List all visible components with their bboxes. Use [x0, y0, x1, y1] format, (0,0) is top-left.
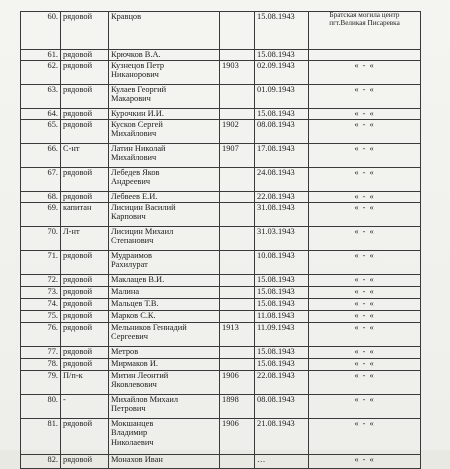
row-number: 63.: [21, 85, 61, 109]
burial-place: [309, 50, 421, 61]
patronymic-line: Владимир: [111, 428, 148, 438]
birth-year: 1902: [220, 120, 255, 144]
soldier-name: [109, 455, 220, 469]
birth-year: [220, 359, 255, 371]
table-row: [21, 12, 421, 50]
table-row: [21, 109, 421, 120]
surname-line: Лебвеев Е.И.: [111, 192, 158, 201]
soldier-name: [109, 168, 220, 192]
military-rank: капитан: [61, 203, 109, 227]
death-date: 10.08.1943: [255, 251, 309, 275]
row-number: 70.: [21, 227, 61, 251]
surname-line: Кулаев Георгий: [111, 85, 167, 94]
row-number: 80.: [21, 395, 61, 419]
military-rank: П/п-к: [61, 371, 109, 395]
death-date: 08.08.1943: [255, 120, 309, 144]
burial-place: [309, 275, 421, 287]
burial-place: [309, 395, 421, 419]
burial-place: [309, 287, 421, 299]
table-row: [21, 251, 421, 275]
burial-place: [309, 323, 421, 347]
table-row: [21, 144, 421, 168]
soldier-name: [109, 192, 220, 203]
surname-line: Курочкин И.И.: [111, 109, 164, 118]
ditto-mark: « - «: [354, 144, 375, 153]
soldier-name: [109, 227, 220, 251]
ditto-mark: « - «: [354, 203, 375, 212]
patronymic-line: Михайлович: [111, 129, 157, 139]
ditto-mark: « - «: [354, 109, 375, 118]
birth-year: 1903: [220, 61, 255, 85]
patronymic-line: Яковлевович: [111, 380, 157, 390]
table-row: [21, 419, 421, 455]
table-row: [21, 61, 421, 85]
soldier-name: [109, 395, 220, 419]
surname-line: Марков С.К.: [111, 311, 156, 320]
table-row: [21, 50, 421, 61]
patronymic-line: Николаевич: [111, 437, 154, 447]
table-row: [21, 275, 421, 287]
surname-line: Лисицин Василий: [111, 203, 176, 212]
birth-year: 1906: [220, 371, 255, 395]
patronymic-line: Сергеевич: [111, 332, 149, 342]
ditto-mark: « - «: [354, 371, 375, 380]
soldier-name: [109, 120, 220, 144]
birth-year: 1913: [220, 323, 255, 347]
patronymic-line: Степанович: [111, 236, 154, 246]
row-number: 81.: [21, 419, 61, 455]
military-rank: рядовой: [61, 192, 109, 203]
ditto-mark: « - «: [354, 287, 375, 296]
ditto-mark: « - «: [354, 419, 375, 428]
death-date: 11.09.1943: [255, 323, 309, 347]
birth-year: [220, 347, 255, 359]
surname-line: Лисицин Михаил: [111, 227, 174, 236]
death-date: 15.08.1943: [255, 299, 309, 311]
surname-line: Мальцев Т.В.: [111, 299, 159, 308]
surname-line: Лебедев Яков: [111, 168, 160, 177]
soldier-name: [109, 359, 220, 371]
table-row: [21, 299, 421, 311]
table-row: [21, 455, 421, 469]
row-number: 77.: [21, 347, 61, 359]
death-date: 11.08.1943: [255, 311, 309, 323]
birth-year: [220, 455, 255, 469]
table-row: [21, 192, 421, 203]
death-date: 22.08.1943: [255, 192, 309, 203]
birth-year: [220, 85, 255, 109]
row-number: 62.: [21, 61, 61, 85]
row-number: 66.: [21, 144, 61, 168]
burial-place: [309, 299, 421, 311]
table-row: [21, 395, 421, 419]
row-number: 61.: [21, 50, 61, 61]
soldier-name: [109, 85, 220, 109]
patronymic-line: Макарович: [111, 94, 151, 104]
row-number: 75.: [21, 311, 61, 323]
death-date: …: [255, 455, 309, 469]
surname-line: Кузнецов Петр: [111, 61, 165, 70]
military-rank: рядовой: [61, 275, 109, 287]
patronymic-line: Карпович: [111, 212, 146, 222]
row-number: 69.: [21, 203, 61, 227]
military-rank: рядовой: [61, 85, 109, 109]
row-number: 78.: [21, 359, 61, 371]
ditto-mark: « - «: [354, 120, 375, 129]
birth-year: [220, 203, 255, 227]
death-date: 15.08.1943: [255, 347, 309, 359]
death-date: 17.08.1943: [255, 144, 309, 168]
surname-line: Крючков В.А.: [111, 50, 161, 59]
death-date: 21.08.1943: [255, 419, 309, 455]
burial-place: [309, 120, 421, 144]
patronymic-line: Никанорович: [111, 70, 159, 80]
soldier-name: [109, 109, 220, 120]
row-number: 82.: [21, 455, 61, 469]
birth-year: [220, 287, 255, 299]
row-number: 65.: [21, 120, 61, 144]
soldier-name: [109, 12, 220, 50]
soldier-name: [109, 203, 220, 227]
death-date: 02.09.1943: [255, 61, 309, 85]
burial-place: [309, 419, 421, 455]
soldier-name: [109, 144, 220, 168]
row-number: 68.: [21, 192, 61, 203]
ditto-mark: « - «: [354, 323, 375, 332]
row-number: 79.: [21, 371, 61, 395]
soldier-name: [109, 347, 220, 359]
row-number: 60.: [21, 12, 61, 50]
row-number: 74.: [21, 299, 61, 311]
soldier-name: [109, 50, 220, 61]
military-rank: -: [61, 395, 109, 419]
table-row: [21, 227, 421, 251]
birth-year: [220, 192, 255, 203]
burial-register-table: [20, 11, 421, 469]
ditto-mark: « - «: [354, 311, 375, 320]
death-date: 15.08.1943: [255, 287, 309, 299]
birth-year: 1907: [220, 144, 255, 168]
military-rank: рядовой: [61, 299, 109, 311]
table-row: [21, 359, 421, 371]
burial-place: [309, 347, 421, 359]
surname-line: Мельников Геннадий: [111, 323, 187, 332]
military-rank: рядовой: [61, 311, 109, 323]
death-date: 15.08.1943: [255, 50, 309, 61]
surname-line: Монахов Иван: [111, 455, 163, 464]
burial-place: [309, 144, 421, 168]
surname-line: Малина: [111, 287, 140, 296]
burial-place: [309, 311, 421, 323]
birth-year: [220, 299, 255, 311]
burial-place: [309, 227, 421, 251]
death-date: 15.08.1943: [255, 12, 309, 50]
table-row: [21, 347, 421, 359]
surname-line: Митин Леонтий: [111, 371, 169, 380]
military-rank: рядовой: [61, 50, 109, 61]
table-row: [21, 311, 421, 323]
ditto-mark: « - «: [354, 275, 375, 284]
register-body: [21, 12, 421, 469]
ditto-mark: « - «: [354, 251, 375, 260]
table-row: [21, 371, 421, 395]
ditto-mark: « - «: [354, 347, 375, 356]
soldier-name: [109, 275, 220, 287]
row-number: 64.: [21, 109, 61, 120]
birth-year: [220, 12, 255, 50]
military-rank: рядовой: [61, 251, 109, 275]
burial-place: [309, 109, 421, 120]
military-rank: рядовой: [61, 12, 109, 50]
birth-year: [220, 227, 255, 251]
military-rank: рядовой: [61, 455, 109, 469]
military-rank: рядовой: [61, 61, 109, 85]
birth-year: [220, 275, 255, 287]
military-rank: рядовой: [61, 359, 109, 371]
table-row: [21, 85, 421, 109]
military-rank: рядовой: [61, 168, 109, 192]
birth-year: [220, 109, 255, 120]
burial-place: [309, 251, 421, 275]
burial-place: [309, 85, 421, 109]
soldier-name: [109, 61, 220, 85]
soldier-name: [109, 311, 220, 323]
ditto-mark: « - «: [354, 61, 375, 70]
surname-line: Кусков Сергей: [111, 120, 163, 129]
birth-year: 1898: [220, 395, 255, 419]
military-rank: рядовой: [61, 323, 109, 347]
burial-place: [309, 455, 421, 469]
military-rank: рядовой: [61, 120, 109, 144]
soldier-name: [109, 299, 220, 311]
patronymic-line: Рахилурат: [111, 260, 148, 270]
table-row: [21, 120, 421, 144]
surname-line: Мирмаков И.: [111, 359, 158, 368]
death-date: 22.08.1943: [255, 371, 309, 395]
military-rank: рядовой: [61, 347, 109, 359]
ditto-mark: « - «: [354, 395, 375, 404]
military-rank: рядовой: [61, 109, 109, 120]
row-number: 76.: [21, 323, 61, 347]
soldier-name: [109, 419, 220, 455]
surname-line: Михайлов Михаил: [111, 395, 179, 404]
row-number: 67.: [21, 168, 61, 192]
surname-line: Мокшанцев: [111, 419, 154, 428]
burial-place-text: Братская могила центр пгт.Великая Писаревка: [329, 11, 400, 27]
ditto-mark: « - «: [354, 299, 375, 308]
soldier-name: [109, 287, 220, 299]
row-number: 73.: [21, 287, 61, 299]
surname-line: Кравцов: [111, 12, 142, 21]
birth-year: [220, 50, 255, 61]
burial-place: [309, 168, 421, 192]
birth-year: [220, 168, 255, 192]
table-row: [21, 323, 421, 347]
death-date: 15.08.1943: [255, 359, 309, 371]
soldier-name: [109, 323, 220, 347]
patronymic-line: Андреевич: [111, 177, 151, 187]
ditto-mark: « - «: [354, 85, 375, 94]
military-rank: рядовой: [61, 287, 109, 299]
table-row: [21, 203, 421, 227]
soldier-name: [109, 251, 220, 275]
burial-place: [309, 61, 421, 85]
surname-line: Мудраимов: [111, 251, 152, 260]
death-date: 24.08.1943: [255, 168, 309, 192]
birth-year: [220, 311, 255, 323]
burial-place: [309, 359, 421, 371]
table-row: [21, 287, 421, 299]
death-date: 31.03.1943: [255, 227, 309, 251]
burial-place: [309, 192, 421, 203]
surname-line: Латин Николай: [111, 144, 166, 153]
burial-place: [309, 371, 421, 395]
surname-line: Маклацев В.И.: [111, 275, 165, 284]
birth-year: 1906: [220, 419, 255, 455]
row-number: 71.: [21, 251, 61, 275]
death-date: 15.08.1943: [255, 275, 309, 287]
ditto-mark: « - «: [354, 168, 375, 177]
military-rank: Л-нт: [61, 227, 109, 251]
death-date: 31.08.1943: [255, 203, 309, 227]
ditto-mark: « - «: [354, 192, 375, 201]
patronymic-line: Петрович: [111, 404, 146, 414]
surname-line: Метров: [111, 347, 139, 356]
row-number: 72.: [21, 275, 61, 287]
soldier-name: [109, 371, 220, 395]
military-rank: рядовой: [61, 419, 109, 455]
birth-year: [220, 251, 255, 275]
burial-place: [309, 12, 421, 50]
ditto-mark: « - «: [354, 359, 375, 368]
death-date: 08.08.1943: [255, 395, 309, 419]
ditto-mark: « - «: [354, 227, 375, 236]
table-row: [21, 168, 421, 192]
death-date: 15.08.1943: [255, 109, 309, 120]
burial-place: [309, 203, 421, 227]
military-rank: С-нт: [61, 144, 109, 168]
death-date: 01.09.1943: [255, 85, 309, 109]
patronymic-line: Михайлович: [111, 153, 157, 163]
ditto-mark: « - «: [354, 455, 375, 464]
